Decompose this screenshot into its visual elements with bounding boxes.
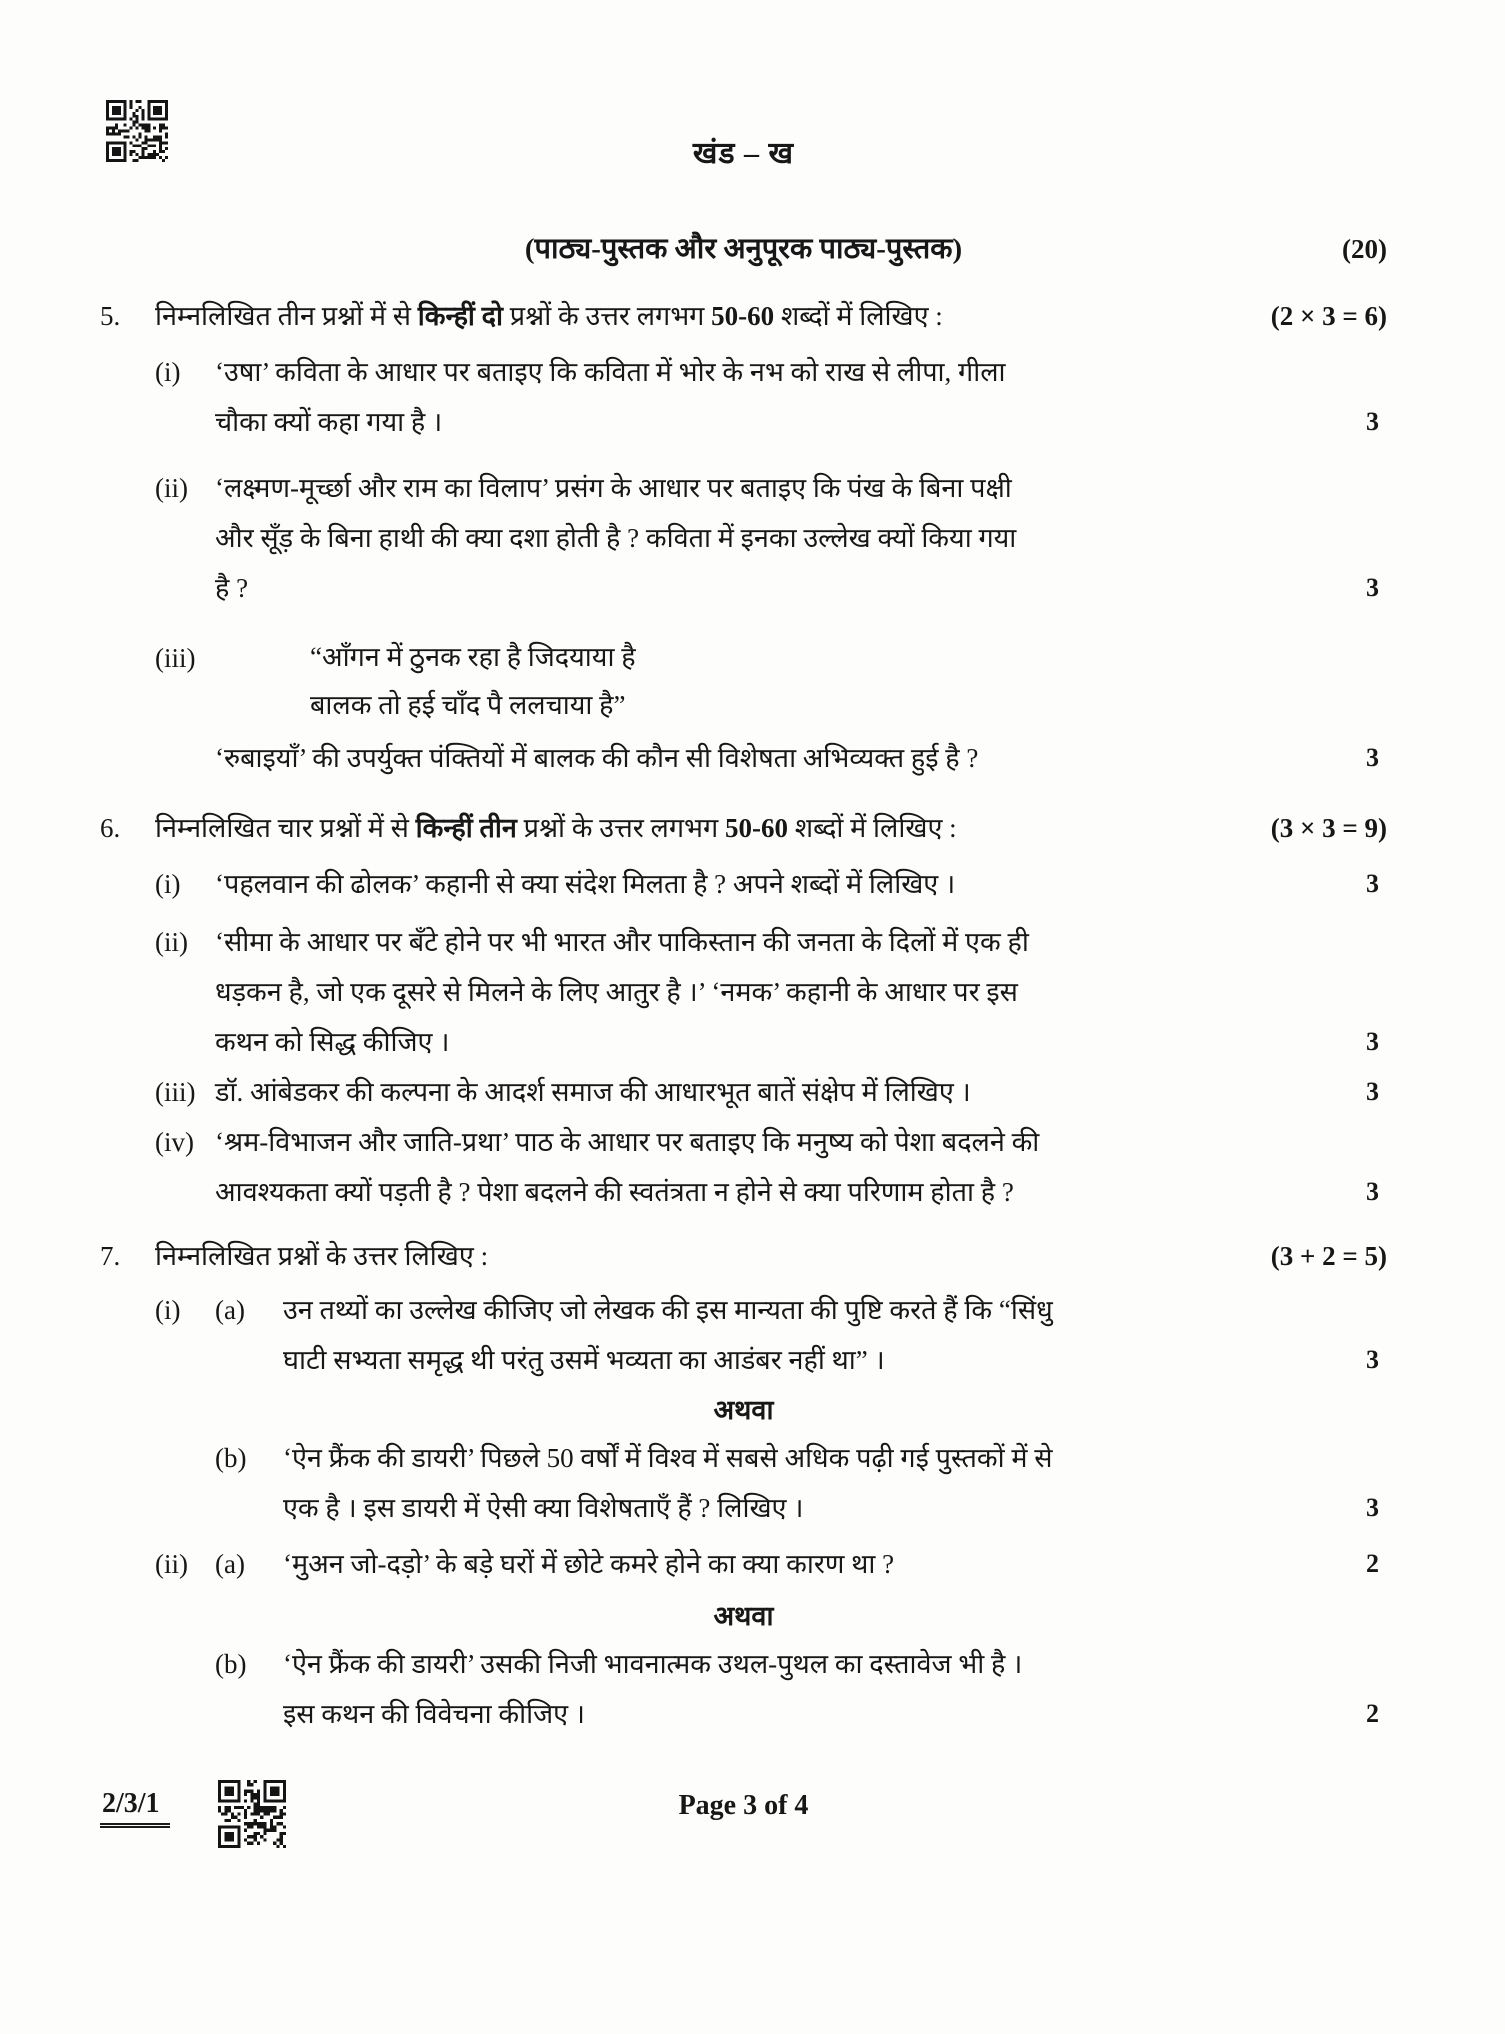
question-stem: निम्नलिखित प्रश्नों के उत्तर लिखिए : [155,1241,489,1271]
question-line: ‘पहलवान की ढोलक’ कहानी से क्या संदेश मिलता है ? अपने शब्दों में लिखिए । [215,869,956,899]
item-label: (ii) [155,927,188,957]
question-line: ‘लक्ष्मण-मूर्च्छा और राम का विलाप’ प्रसंग के आधार पर बताइए कि पंख के बिना पक्षी [215,473,1012,503]
question-7-item-i-b [155,1433,1387,1533]
item-text [283,1433,1387,1533]
marks-value: 3 [1366,407,1379,436]
stem-text: शब्दों में लिखिए : [787,813,957,843]
marks-formula: (3 × 3 = 9) [1270,813,1387,843]
question-7-item-ii-a [155,1539,1387,1589]
item-text [215,917,1387,1067]
item-text [215,1067,1387,1117]
or-separator: अथवा [713,1395,774,1425]
question-5-item-i [155,347,1387,447]
or-separator: अथवा [713,1601,774,1631]
section-title: खंड – ख [692,137,795,170]
marks-value: 2 [1366,1549,1379,1578]
question-number: 6. [100,813,121,843]
marks-formula: (2 × 3 = 6) [1270,301,1387,331]
question-line: घाटी सभ्यता समृद्ध थी परंतु उसमें भव्यता का आडंबर नहीं था” । [283,1345,885,1375]
marks-value: 3 [1366,743,1379,772]
marks-value: 2 [1366,1699,1379,1728]
item-label: (iii) [155,1077,196,1107]
section-subtitle-row [100,227,1387,271]
marks-value: 3 [1366,869,1379,898]
item-label [155,1433,215,1533]
question-line: और सूँड़ के बिना हाथी की क्या दशा होती है ? कविता में इनका उल्लेख क्यों किया गया [215,523,1017,553]
marks-value: 3 [1366,1027,1379,1056]
stem-emphasis: किन्हीं दो [417,301,504,331]
question-line: उन तथ्यों का उल्लेख कीजिए जो लेखक की इस मान्यता की पुष्टि करते हैं कि “सिंधु [283,1295,1053,1325]
item-text [215,1117,1387,1217]
stem-text: प्रश्नों के उत्तर लगभग [503,301,712,331]
item-text [283,1539,1387,1589]
item-text [215,633,1387,783]
question-6-item-i [155,859,1387,909]
question-6-stem-row [100,803,1387,853]
item-sublabel: (a) [215,1549,245,1579]
question-5-item-ii [155,463,1387,613]
item-label: (i) [155,869,181,899]
stem-text: प्रश्नों के उत्तर लगभग [516,813,725,843]
item-text [215,859,1387,909]
section-total-marks: (20) [1342,234,1387,264]
stem-emphasis: 50-60 [724,813,788,843]
question-line: धड़कन है, जो एक दूसरे से मिलने के लिए आतुर है ।’ ‘नमक’ कहानी के आधार पर इस [215,977,1018,1007]
question-7-item-ii-b [155,1639,1387,1739]
question-line: एक है । इस डायरी में ऐसी क्या विशेषताएँ हैं ? लिखिए । [283,1493,804,1523]
question-line: ‘ऐन फ्रैंक की डायरी’ उसकी निजी भावनात्मक उथल-पुथल का दस्तावेज भी है । [283,1649,1023,1679]
question-line: आवश्यकता क्यों पड़ती है ? पेशा बदलने की स्वतंत्रता न होने से क्या परिणाम होता है ? [215,1177,1014,1207]
question-line: ‘रुबाइयाँ’ की उपर्युक्त पंक्तियों में बालक की कौन सी विशेषता अभिव्यक्त हुई है ? [215,743,979,773]
question-line: कथन को सिद्ध कीजिए । [215,1027,450,1057]
question-stem [155,803,1261,853]
marks-value: 3 [1366,1077,1379,1106]
question-7-item-i-a [155,1285,1387,1385]
item-label: (ii) [155,1549,188,1579]
question-line: ‘उषा’ कविता के आधार पर बताइए कि कविता में भोर के नभ को राख से लीपा, गीला [215,357,1006,387]
item-text [283,1285,1387,1385]
section-subtitle: (पाठ्य-पुस्तक और अनुपूरक पाठ्य-पुस्तक) [524,233,963,265]
item-label: (i) [155,1295,181,1325]
item-sublabel: (a) [215,1295,245,1325]
question-5-item-iii [155,633,1387,783]
question-line: ‘सीमा के आधार पर बँटे होने पर भी भारत और पाकिस्तान की जनता के दिलों में एक ही [215,927,1029,957]
stem-emphasis: किन्हीं तीन [415,813,517,843]
item-label: (iv) [155,1127,194,1157]
page-content [100,0,1387,1739]
marks-value: 3 [1366,1493,1379,1522]
question-number: 7. [100,1241,121,1271]
question-7-stem-row [100,1231,1387,1281]
question-number: 5. [100,301,121,331]
question-line: इस कथन की विवेचना कीजिए । [283,1699,586,1729]
item-label: (iii) [155,643,196,673]
question-5-stem-row [100,291,1387,341]
item-label: (ii) [155,473,188,503]
marks-value: 3 [1366,573,1379,602]
paper-code: 2/3/1 [100,1788,170,1828]
marks-formula: (3 + 2 = 5) [1270,1241,1387,1271]
item-sublabel: (b) [215,1443,247,1473]
question-line: ‘श्रम-विभाजन और जाति-प्रथा’ पाठ के आधार पर बताइए कि मनुष्य को पेशा बदलने की [215,1127,1040,1157]
stem-text: निम्नलिखित तीन प्रश्नों में से [155,301,418,331]
verse-line: “आँगन में ठुनक रहा है जिदयाया है [310,642,636,672]
page-number-label: Page 3 of 4 [678,1790,809,1821]
stem-text: निम्नलिखित चार प्रश्नों में से [155,813,416,843]
marks-value: 3 [1366,1177,1379,1206]
question-line: डॉ. आंबेडकर की कल्पना के आदर्श समाज की आधारभूत बातें संक्षेप में लिखिए । [215,1077,971,1107]
item-text [215,463,1387,613]
item-sublabel: (b) [215,1649,247,1679]
question-6-item-iv [155,1117,1387,1217]
question-stem [155,291,1261,341]
stem-emphasis: 50-60 [711,301,775,331]
stem-text: शब्दों में लिखिए : [774,301,943,331]
item-text [283,1639,1387,1739]
question-line: ‘मुअन जो-दड़ो’ के बड़े घरों में छोटे कमरे होने का क्या कारण था ? [283,1549,895,1579]
question-line: है ? [215,573,249,603]
verse-line: बालक तो हई चाँद पै ललचाया है” [310,690,626,720]
question-line: चौका क्यों कहा गया है । [215,407,443,437]
marks-value: 3 [1366,1345,1379,1374]
item-text [215,347,1387,447]
question-6-item-iii [155,1067,1387,1117]
item-label [155,1639,215,1739]
page-footer [100,1778,1387,1873]
item-label: (i) [155,357,181,387]
question-line: ‘ऐन फ्रैंक की डायरी’ पिछले 50 वर्षों में विश्व में सबसे अधिक पढ़ी गई पुस्तकों में से [283,1443,1053,1473]
question-6-item-ii [155,917,1387,1067]
